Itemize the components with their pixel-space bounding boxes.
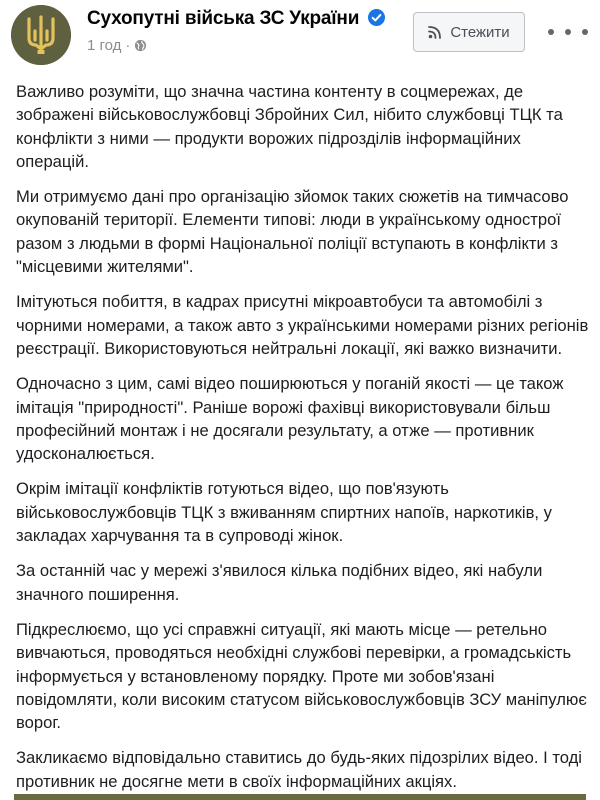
more-options-dot bbox=[548, 29, 554, 35]
verified-badge-icon bbox=[368, 9, 385, 26]
post-paragraph: Підкреслюємо, що усі справжні ситуації, які мають місце — ретельно вивчаються, проводяться необхідні службові перевірки, а громадськість інформується у встановленому порядку. Проте ми зобов'язані повідомляти, коли високим статусом військовослужбовців ЗСУ маніпулює ворог. bbox=[16, 619, 587, 733]
post-paragraph: За останній час у мережі з'явилося кілька подібних відео, які набули значного поширення. bbox=[16, 561, 543, 604]
post-timestamp[interactable]: 1 год bbox=[87, 37, 122, 54]
post-paragraph: Ми отримуємо дані про організацію зйомок таких сюжетів на тимчасово окупованій території. Елементи типові: люди в українському однострої разом з людьми в формі Національної поліції вступають в конфлікти з "місцевими жителями". bbox=[16, 187, 569, 277]
globe-icon[interactable] bbox=[134, 39, 147, 52]
post-body bbox=[16, 80, 591, 800]
post-paragraph: Закликаємо відповідально ставитись до будь-яких підозрілих відео. І тоді противник не досягне мети в своїх інформаційних акціях. bbox=[16, 748, 582, 791]
post-paragraph: Окрім імітації конфліктів готуються відео, що пов'язують військовослужбовців ТЦК з вживанням спиртних напоїв, наркотиків, у закладах харчування та в супроводі жінок. bbox=[16, 479, 552, 546]
post-paragraph: Важливо розуміти, що значна частина контенту в соцмережах, де зображені військовослужбовці Збройних Сил, нібито службовці ТЦК та конфлікти з ними — продукти ворожих підрозділів інформаційних операцій. bbox=[16, 82, 563, 171]
attached-media-preview[interactable] bbox=[14, 794, 586, 800]
trident-emblem-icon bbox=[11, 5, 71, 65]
more-options-button[interactable] bbox=[548, 22, 588, 42]
follow-button[interactable] bbox=[413, 12, 525, 52]
post-meta bbox=[87, 37, 147, 54]
meta-separator: · bbox=[125, 37, 131, 54]
post-paragraph: Одночасно з цим, самі відео поширюються у поганій якості — це також імітація "природності". Раніше ворожі фахівці використовували більш професійний монтаж і не досягали результату, а отже — противник удосконалюється. bbox=[16, 374, 564, 464]
rss-icon bbox=[428, 25, 442, 39]
page-name-row bbox=[87, 8, 385, 30]
page-avatar[interactable] bbox=[11, 5, 71, 65]
post-header bbox=[0, 0, 600, 66]
more-options-dot bbox=[582, 29, 588, 35]
post-paragraph: Імітуються побиття, в кадрах присутні мікроавтобуси та автомобілі з чорними номерами, а також авто з українськими номерами різних регіонів реєстрації. Використовуються нейтральні локації, які важко визначити. bbox=[16, 292, 589, 358]
page-name-link[interactable]: Сухопутні війська ЗС України bbox=[87, 8, 360, 29]
follow-button-label: Стежити bbox=[450, 23, 510, 41]
more-options-dot bbox=[565, 29, 571, 35]
